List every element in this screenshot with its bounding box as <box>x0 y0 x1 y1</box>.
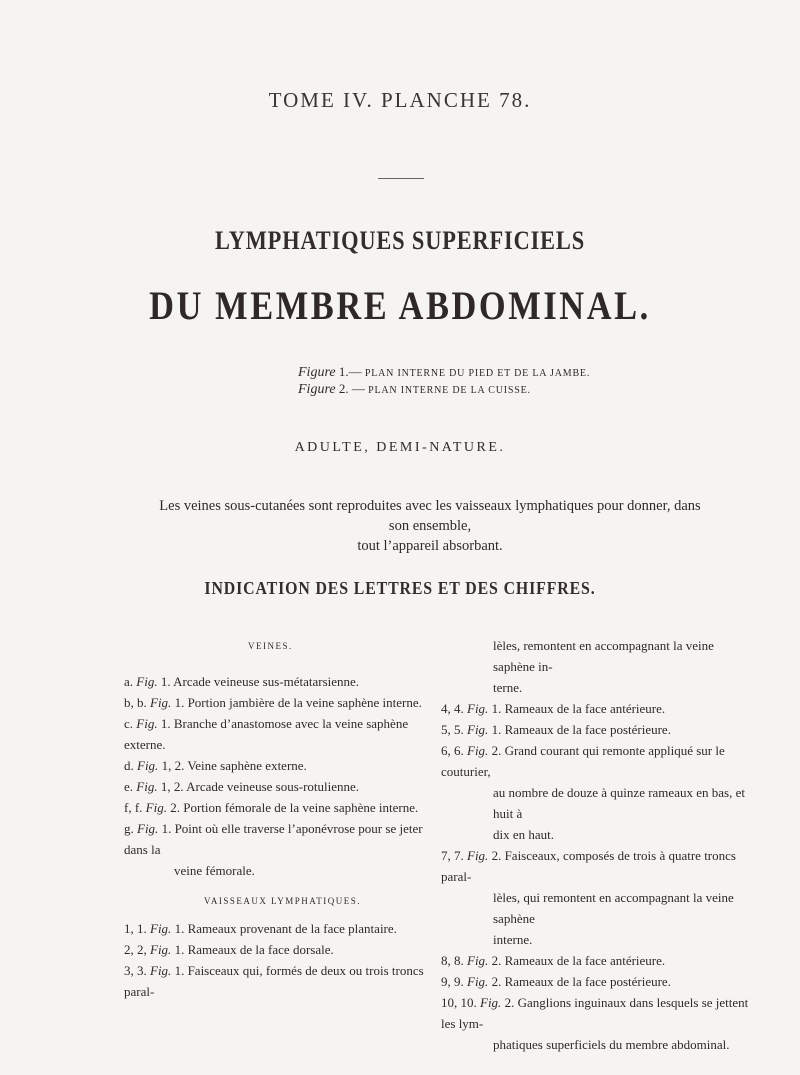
entry-key: 6, 6. <box>441 743 464 758</box>
vaisseaux-heading: VAISSEAUX LYMPHATIQUES. <box>204 896 361 906</box>
continuation-line: lèles, remontent en accompagnant la veine saphène in- <box>493 638 714 674</box>
entry-text: Rameaux provenant de la face plantaire. <box>187 921 397 936</box>
entry-key: 2, 2, <box>124 942 147 957</box>
entry-continuation: interne. <box>493 932 533 947</box>
title-line-1: LYMPHATIQUES SUPERFICIELS <box>214 226 586 255</box>
legend-entry <box>441 992 753 1055</box>
entry-text: Veine saphène externe. <box>187 758 307 773</box>
legend-entry <box>441 950 753 971</box>
entry-continuation: lèles, qui remontent en accompagnant la veine saphène <box>493 890 734 926</box>
legend-entry <box>441 845 753 950</box>
entry-nums: 1. <box>174 695 185 710</box>
entry-key: c. <box>124 716 134 731</box>
entry-fig: Fig. <box>137 758 159 773</box>
legend-left-column <box>124 636 436 1002</box>
entry-fig: Fig. <box>467 701 489 716</box>
entry-key: e. <box>124 779 134 794</box>
entry-key: 7, 7. <box>441 848 464 863</box>
figure-dash: — <box>348 364 362 379</box>
legend-entry <box>124 713 436 755</box>
entry-text: Portion jambière de la veine saphène interne. <box>187 695 422 710</box>
entry-fig: Fig. <box>150 921 172 936</box>
entry-nums: 2. <box>504 995 515 1010</box>
entry-nums: 1. <box>174 942 185 957</box>
entry-nums: 2. <box>491 743 502 758</box>
figure-label: Figure <box>298 365 336 380</box>
figure-dash: — <box>351 381 365 396</box>
entry-key: 10, 10. <box>441 995 477 1010</box>
legend-right-column <box>441 635 753 1055</box>
entry-fig: Fig. <box>467 743 489 758</box>
entry-nums: 1. <box>491 722 502 737</box>
entry-continuation: dix en haut. <box>493 827 555 842</box>
legend-heading: INDICATION DES LETTRES ET DES CHIFFRES. <box>204 578 596 598</box>
entry-fig: Fig. <box>136 674 158 689</box>
entry-fig: Fig. <box>136 716 158 731</box>
divider-rule <box>378 178 424 179</box>
entry-continuation: au nombre de douze à quinze rameaux en bas, et huit à <box>493 785 745 821</box>
tome-heading: TOME IV. PLANCHE 78. <box>268 88 532 112</box>
entry-fig: Fig. <box>145 800 167 815</box>
legend-entry <box>124 818 436 881</box>
entry-key: 5, 5. <box>441 722 464 737</box>
entry-nums: 1. <box>161 821 172 836</box>
entry-key: g. <box>124 821 134 836</box>
entry-key: 1, 1. <box>124 921 147 936</box>
figure-description: PLAN INTERNE DE LA CUISSE. <box>368 385 531 396</box>
figure-number: 1. <box>338 364 349 379</box>
entry-key: 8, 8. <box>441 953 464 968</box>
entry-nums: 2. <box>491 848 502 863</box>
intro-line-1: Les veines sous-cutanées sont reproduites avec les vaisseaux lymphatiques pour donner, dans son ensemble, <box>159 498 701 534</box>
legend-entry <box>124 671 436 692</box>
entry-continuation: veine fémorale. <box>174 863 255 878</box>
entry-text: Faisceaux qui, formés de deux ou trois troncs paral- <box>124 963 424 999</box>
entry-continuation: phatiques superficiels du membre abdominal. <box>493 1037 730 1052</box>
entry-key: a. <box>124 674 134 689</box>
entry-text: Arcade veineuse sous-rotulienne. <box>186 779 360 794</box>
entry-nums: 1. <box>160 674 171 689</box>
entry-text: Branche d’anastomose avec la veine saphène externe. <box>124 716 409 752</box>
entry-text: Ganglions inguinaux dans lesquels se jettent les lym- <box>441 995 749 1031</box>
figure-number: 2. <box>338 381 349 396</box>
legend-entry <box>441 740 753 845</box>
entry-fig: Fig. <box>150 695 172 710</box>
entry-text: Rameaux de la face antérieure. <box>504 701 666 716</box>
entry-fig: Fig. <box>137 821 159 836</box>
entry-nums: 2. <box>491 974 502 989</box>
entry-nums: 1. <box>174 963 185 978</box>
legend-entry <box>124 797 436 818</box>
intro-paragraph <box>150 496 710 556</box>
entry-text: Rameaux de la face dorsale. <box>187 942 334 957</box>
legend-entry <box>124 755 436 776</box>
entry-fig: Fig. <box>467 953 489 968</box>
entry-fig: Fig. <box>467 848 489 863</box>
entry-key: d. <box>124 758 134 773</box>
legend-entry <box>124 960 436 1002</box>
legend-entry <box>441 698 753 719</box>
entry-nums: 1, 2. <box>161 758 185 773</box>
entry-fig: Fig. <box>480 995 502 1010</box>
entry-nums: 2. <box>170 800 180 815</box>
entry-text: Arcade veineuse sus-métatarsienne. <box>173 674 360 689</box>
entry-key: b, b. <box>124 695 147 710</box>
continuation-line: terne. <box>493 680 523 695</box>
entry-key: 9, 9. <box>441 974 464 989</box>
entry-nums: 1, 2. <box>160 779 184 794</box>
figure-label: Figure <box>298 382 336 397</box>
intro-line-2: tout l’appareil absorbant. <box>357 538 503 554</box>
title-line-2: DU MEMBRE ABDOMINAL. <box>149 283 651 328</box>
entry-fig: Fig. <box>150 942 172 957</box>
entry-key: 3, 3. <box>124 963 147 978</box>
entry-text: Grand courant qui remonte appliqué sur le couturier, <box>441 743 725 779</box>
figure-caption-1 <box>298 364 590 381</box>
scale-note: ADULTE, DEMI-NATURE. <box>294 440 506 455</box>
entry-text: Rameaux de la face antérieure. <box>504 953 666 968</box>
entry-text: Rameaux de la face postérieure. <box>504 974 671 989</box>
legend-entry <box>124 918 436 939</box>
entry-nums: 1. <box>174 921 185 936</box>
entry-text: Faisceaux, composés de trois à quatre troncs paral- <box>441 848 736 884</box>
legend-entry <box>124 776 436 797</box>
entry-key: 4, 4. <box>441 701 464 716</box>
legend-entry <box>124 939 436 960</box>
entry-fig: Fig. <box>467 974 489 989</box>
entry-text: Portion fémorale de la veine saphène interne. <box>183 800 419 815</box>
entry-text: Rameaux de la face postérieure. <box>504 722 671 737</box>
entry-key: f, f. <box>124 800 143 815</box>
figure-description: PLAN INTERNE DU PIED ET DE LA JAMBE. <box>364 368 591 379</box>
entry-nums: 2. <box>491 953 502 968</box>
legend-entry <box>441 719 753 740</box>
legend-entry <box>124 692 436 713</box>
veines-heading: VEINES. <box>248 641 293 651</box>
entry-fig: Fig. <box>136 779 158 794</box>
entry-fig: Fig. <box>467 722 489 737</box>
legend-entry <box>441 971 753 992</box>
entry-fig: Fig. <box>150 963 172 978</box>
entry-nums: 1. <box>491 701 502 716</box>
figure-caption-2 <box>298 381 531 398</box>
entry-text: Point où elle traverse l’aponévrose pour se jeter dans la <box>124 821 423 857</box>
entry-nums: 1. <box>160 716 171 731</box>
